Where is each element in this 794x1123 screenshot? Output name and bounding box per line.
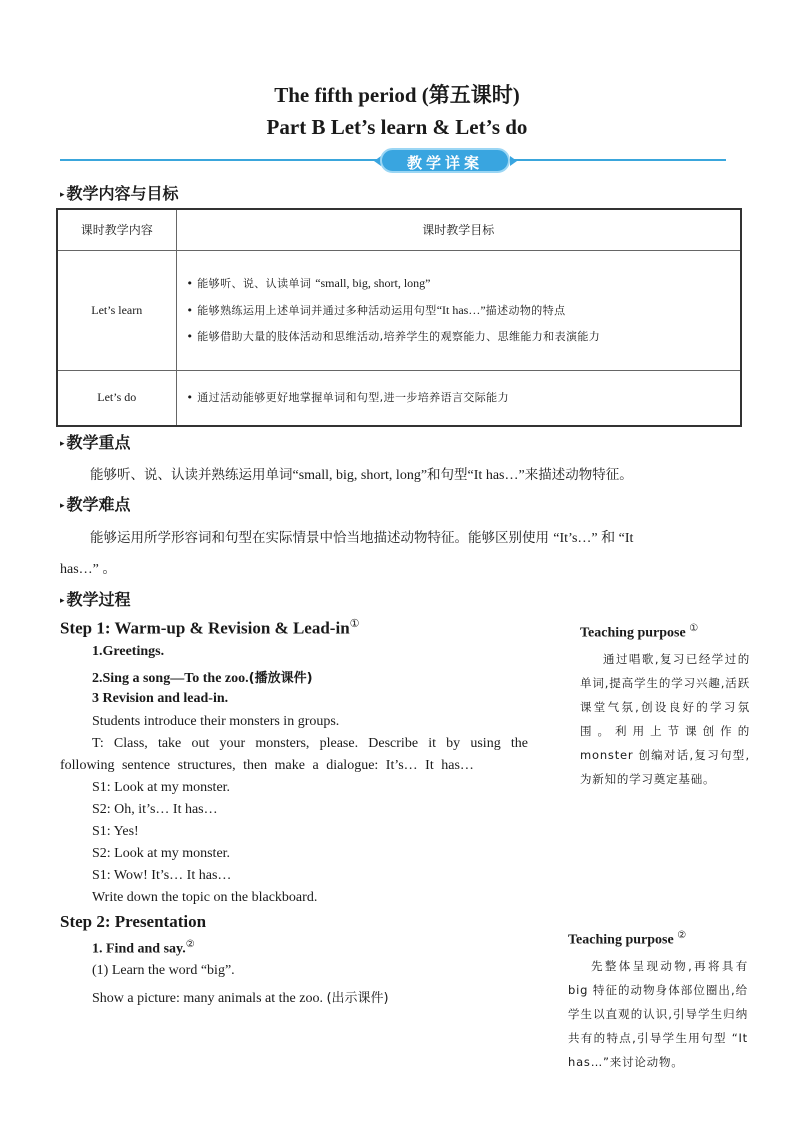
goal-item: • 通过活动能够更好地掌握单词和句型,进一步培养语言交际能力 [186,390,509,404]
step1-line: Write down the topic on the blackboard. [92,890,318,905]
section-marker-icon: ▸ [60,501,65,511]
table-header-content: 课时教学内容 [57,209,176,250]
table-cell-goals [176,250,741,370]
step1-line: S2: Look at my monster. [92,846,231,861]
goal-item: • 能够听、说、认读单词 “small, big, short, long” [186,276,431,290]
section-marker-icon: ▸ [60,190,65,200]
step1-line: following sentence structures, then make a dialogue: It’s… It has… [60,758,474,773]
teaching-purpose-heading: Teaching purpose ① [580,623,699,641]
step1-line: T: Class, take out your monsters, please. Describe it by using the [92,736,528,751]
step2-find: 1. Find and say.② [92,939,195,957]
goal-item: • 能够熟练运用上述单词并通过多种活动运用句型“It has…”描述动物的特点 [186,303,566,317]
section-heading-difficulties: ▸ 教学难点 [60,495,131,514]
section-heading-key-points: ▸ 教学重点 [60,433,131,452]
document-subtitle: Part B Let’s learn & Let’s do [266,115,528,139]
teaching-purpose-2 [568,926,748,1074]
goal-item: • 能够借助大量的肢体活动和思维活动,培养学生的观察能力、思维能力和表演能力 [186,330,601,343]
difficulties-text: 能够运用所学形容词和句型在实际情景中恰当地描述动物特征。能够区别使用 “It’s…” 和 “It [90,530,634,546]
table-header-goals: 课时教学目标 [176,209,741,250]
section-marker-icon: ▸ [60,439,65,449]
step1-sing: 2.Sing a song—To the zoo.(播放课件) [92,671,313,686]
teaching-purpose-1 [580,619,750,791]
step1-greetings: 1.Greetings. [92,644,165,659]
table-cell-goals [176,370,741,426]
document-title: The fifth period (第五课时) [274,83,520,107]
content-goals-table [56,208,742,427]
step1-revision: 3 Revision and lead-in. [92,691,229,706]
step1-line: Students introduce their monsters in groups. [92,714,340,729]
section-heading-process: ▸ 教学过程 [60,590,131,609]
section-heading-content-goals: ▸ 教学内容与目标 [60,184,179,203]
step2-show: Show a picture: many animals at the zoo. (出示课件) [92,991,389,1006]
step2-title: Step 2: Presentation [60,912,207,931]
step1-line: S1: Yes! [92,824,139,839]
section-banner [60,146,726,176]
difficulties-text-cont: has…” 。 [60,562,117,577]
table-cell-content: Let’s do [57,370,176,426]
table-cell-content: Let’s learn [57,250,176,370]
table-row [57,250,741,370]
key-points-text: 能够听、说、认读并熟练运用单词“small, big, short, long”和句型“It has…”来描述动物特征。 [90,467,633,483]
step1-title: Step 1: Warm-up & Revision & Lead-in① [60,618,360,638]
section-marker-icon: ▸ [60,596,65,606]
table-row [57,370,741,426]
step1-line: S1: Look at my monster. [92,780,231,795]
teaching-purpose-heading: Teaching purpose ② [568,930,687,948]
table-header-row [57,209,741,250]
banner-label: 教学详案 [406,154,483,172]
banner-pill [380,148,510,173]
step1-line: S2: Oh, it’s… It has… [92,802,218,817]
teaching-purpose-body: 通过唱歌,复习已经学过的单词,提高学生的学习兴趣,活跃课堂气氛,创设良好的学习氛围。利用上节课创作的 monster 创编对话,复习句型,为新知的学习奠定基础。 [580,651,750,786]
banner-right-arrow-icon [510,156,517,166]
step2-learn: (1) Learn the word “big”. [92,963,235,978]
step1-line: S1: Wow! It’s… It has… [92,868,232,883]
teaching-purpose-body: 先整体呈现动物,再将具有 big 特征的动物身体部位圈出,给学生以直观的认识,引导学生归纳共有的特点,引导学生用句型 “It has…”来讨论动物。 [568,958,748,1069]
